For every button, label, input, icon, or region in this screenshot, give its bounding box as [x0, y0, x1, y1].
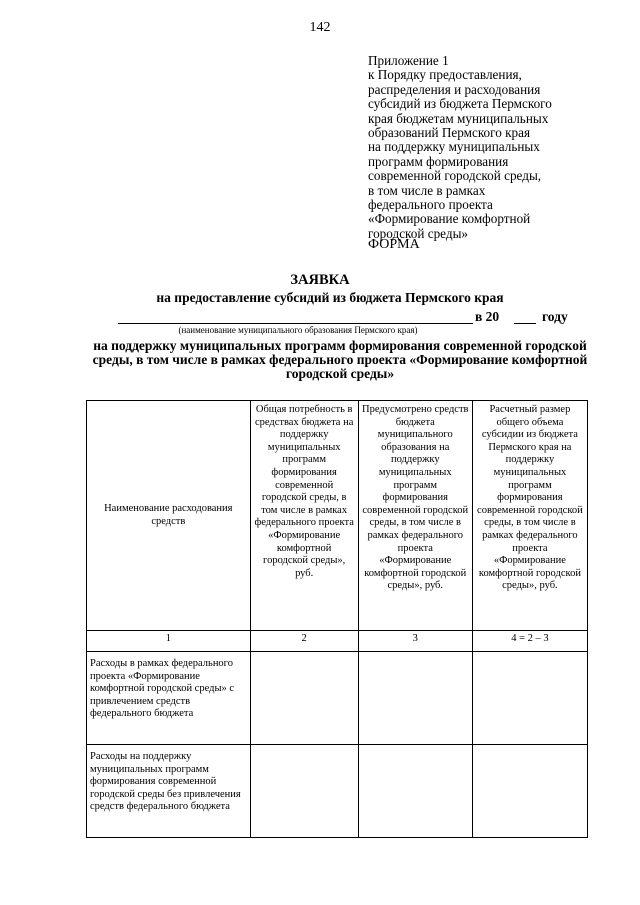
table-cell[interactable] — [472, 745, 587, 838]
appendix-line: края бюджетам муниципальных — [368, 110, 549, 126]
appendix-line: субсидий из бюджета Пермского — [368, 96, 552, 112]
year-blank-field[interactable] — [514, 323, 536, 324]
appendix-line: программ формирования — [368, 153, 509, 169]
appendix-line: образований Пермского края — [368, 125, 531, 141]
appendix-block — [368, 54, 618, 241]
table-header-row — [87, 401, 588, 631]
appendix-line: городской среды» — [368, 225, 469, 241]
page-number: 142 — [309, 20, 331, 35]
table-row — [87, 652, 588, 745]
table-cell[interactable] — [250, 652, 358, 745]
appendix-line: федерального проекта — [368, 197, 493, 213]
municipality-blank-field[interactable] — [118, 323, 473, 324]
appendix-line: современной городской среды, — [368, 168, 542, 184]
appendix-line: в том числе в рамках — [368, 182, 486, 198]
table-cell[interactable] — [472, 652, 587, 745]
year-suffix: году — [542, 309, 568, 324]
appendix-line: на поддержку муниципальных — [368, 139, 540, 155]
appendix-line: Приложение 1 — [368, 53, 449, 68]
document-subtitle: на предоставление субсидий из бюджета Пермского края — [156, 290, 504, 305]
form-label: ФОРМА — [368, 237, 420, 252]
table-cell[interactable] — [250, 745, 358, 838]
appendix-line: к Порядку предоставления, — [368, 67, 522, 83]
column-number: 2 — [250, 631, 358, 652]
document-title: ЗАЯВКА — [290, 272, 350, 288]
column-number-row — [87, 631, 588, 652]
column-number: 4 = 2 – 3 — [472, 631, 587, 652]
purpose-text: на поддержку муниципальных программ формирования современной городской среды, в том числе в рамках федерального проекта «Формирование комфортной городской среды» — [92, 338, 588, 381]
row-label: Расходы в рамках федерального проекта «Формирование комфортной городской среды» с привлечением средств федерального бюджета — [87, 652, 251, 745]
table-cell[interactable] — [358, 745, 472, 838]
appendix-line: распределения и расходования — [368, 81, 541, 97]
header-cell: Предусмотрено средств бюджета муниципального образования на поддержку муниципальных программ формирования современной городской среды, в том числе в рамках федерального проекта «Формирование комфортной городской среды», руб. — [358, 401, 472, 631]
municipality-caption: (наименование муниципального образования Пермского края) — [178, 325, 418, 335]
header-cell: Общая потребность в средствах бюджета на поддержку муниципальных программ формирования современной городской среды, в том числе в рамках федерального проекта «Формирование комфортной городской среды», руб. — [250, 401, 358, 631]
table-row — [87, 745, 588, 838]
appendix-line: «Формирование комфортной — [368, 211, 531, 227]
table-cell[interactable] — [358, 652, 472, 745]
column-number: 3 — [358, 631, 472, 652]
year-prefix: в 20 — [475, 309, 500, 324]
header-cell: Расчетный размер общего объема субсидии из бюджета Пермского края на поддержку муниципальных программ формирования современной городской среды, в том числе в рамках федерального проекта «Формирование комфортной городской среды», руб. — [472, 401, 587, 631]
application-table — [86, 400, 588, 838]
row-label: Расходы на поддержку муниципальных программ формирования современной городской среды без привлечения средств федерального бюджета — [87, 745, 251, 838]
column-number: 1 — [87, 631, 251, 652]
header-cell: Наименование расходования средств — [87, 401, 251, 631]
